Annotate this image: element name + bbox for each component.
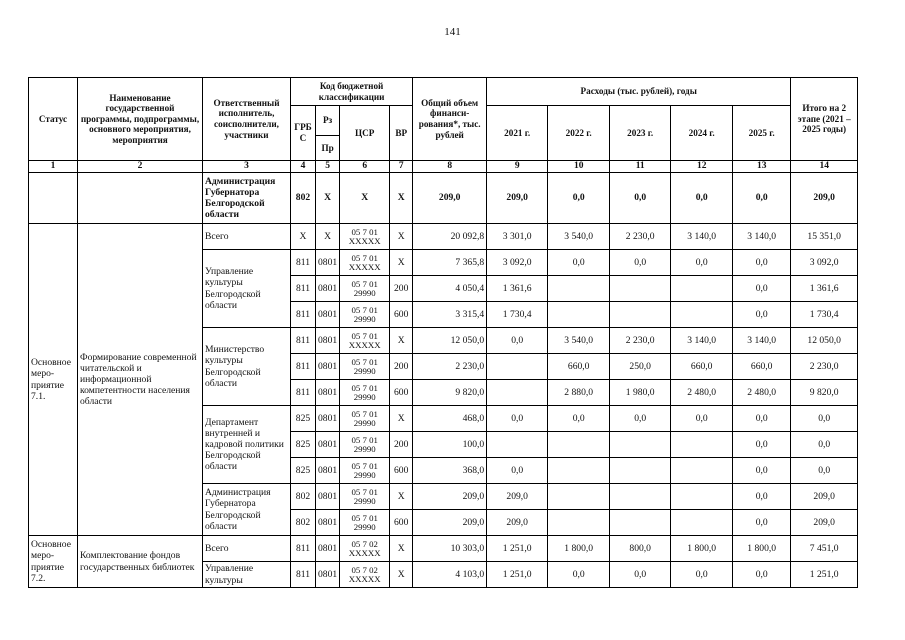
grbs-cell: 811 xyxy=(291,328,316,354)
y2025-cell: 0,0 xyxy=(733,510,791,536)
grbs-cell: 811 xyxy=(291,536,316,562)
y2023-cell: 250,0 xyxy=(610,354,671,380)
column-number: 9 xyxy=(487,161,548,173)
y2024-cell xyxy=(671,432,733,458)
y2022-cell: 660,0 xyxy=(548,354,610,380)
executor-cell: Всего xyxy=(203,224,291,250)
grbs-cell: 825 xyxy=(291,458,316,484)
total-cell: 100,0 xyxy=(413,432,487,458)
vr-cell: 600 xyxy=(390,458,413,484)
rz-cell: 0801 xyxy=(316,562,340,588)
y2022-cell: 0,0 xyxy=(548,562,610,588)
executor-cell: Департамент внутренней и кадровой политики Белгородской области xyxy=(203,406,291,484)
total-cell: 468,0 xyxy=(413,406,487,432)
rz-cell: Х xyxy=(316,224,340,250)
column-numbers-row xyxy=(29,161,858,173)
header-stage-total: Итого на 2 этапе (2021 – 2025 годы) xyxy=(791,78,858,161)
y2024-cell: 660,0 xyxy=(671,354,733,380)
y2025-cell: 0,0 xyxy=(733,276,791,302)
y2025-cell: 0,0 xyxy=(733,173,791,224)
vr-cell: 200 xyxy=(390,432,413,458)
y2021-cell: 3 301,0 xyxy=(487,224,548,250)
vr-cell: 600 xyxy=(390,510,413,536)
stage-total-cell: 209,0 xyxy=(791,510,858,536)
column-number: 14 xyxy=(791,161,858,173)
y2023-cell: 0,0 xyxy=(610,250,671,276)
executor-cell: Управление культуры xyxy=(203,562,291,588)
header-vr: ВР xyxy=(390,106,413,161)
y2022-cell xyxy=(548,458,610,484)
rz-cell: 0801 xyxy=(316,302,340,328)
total-cell: 209,0 xyxy=(413,484,487,510)
vr-cell: Х xyxy=(390,562,413,588)
header-2023: 2023 г. xyxy=(610,106,671,161)
grbs-cell: 802 xyxy=(291,484,316,510)
y2024-cell: 2 480,0 xyxy=(671,380,733,406)
y2022-cell xyxy=(548,432,610,458)
y2021-cell: 0,0 xyxy=(487,458,548,484)
vr-cell: Х xyxy=(390,250,413,276)
stage-total-cell: 209,0 xyxy=(791,173,858,224)
vr-cell: Х xyxy=(390,224,413,250)
y2024-cell xyxy=(671,276,733,302)
y2024-cell: 0,0 xyxy=(671,562,733,588)
y2023-cell: 0,0 xyxy=(610,562,671,588)
y2022-cell: 3 540,0 xyxy=(548,328,610,354)
y2022-cell: 0,0 xyxy=(548,406,610,432)
y2022-cell xyxy=(548,510,610,536)
column-number: 8 xyxy=(413,161,487,173)
stage-total-cell: 15 351,0 xyxy=(791,224,858,250)
y2021-cell: 0,0 xyxy=(487,406,548,432)
y2024-cell: 0,0 xyxy=(671,406,733,432)
y2021-cell: 209,0 xyxy=(487,484,548,510)
y2025-cell: 2 480,0 xyxy=(733,380,791,406)
csr-cell: 05 7 01 29990 xyxy=(340,432,390,458)
stage-total-cell: 7 451,0 xyxy=(791,536,858,562)
total-cell: 10 303,0 xyxy=(413,536,487,562)
table-row xyxy=(29,173,858,224)
grbs-cell: 811 xyxy=(291,276,316,302)
csr-cell: 05 7 01 ХХХХХ xyxy=(340,224,390,250)
header-2022: 2022 г. xyxy=(548,106,610,161)
y2021-cell: 1 730,4 xyxy=(487,302,548,328)
y2021-cell xyxy=(487,354,548,380)
y2023-cell xyxy=(610,276,671,302)
y2024-cell: 3 140,0 xyxy=(671,328,733,354)
vr-cell: Х xyxy=(390,536,413,562)
y2023-cell: 2 230,0 xyxy=(610,224,671,250)
stage-total-cell: 1 730,4 xyxy=(791,302,858,328)
y2022-cell xyxy=(548,276,610,302)
rz-cell: 0801 xyxy=(316,380,340,406)
y2022-cell: 1 800,0 xyxy=(548,536,610,562)
vr-cell: 200 xyxy=(390,276,413,302)
header-budget-code: Код бюджетной классификации xyxy=(291,78,413,106)
csr-cell: 05 7 01 29990 xyxy=(340,458,390,484)
status-cell: Основное меро-приятие 7.1. xyxy=(29,224,78,536)
y2025-cell: 660,0 xyxy=(733,354,791,380)
vr-cell: Х xyxy=(390,406,413,432)
total-cell: 20 092,8 xyxy=(413,224,487,250)
y2021-cell xyxy=(487,380,548,406)
grbs-cell: 802 xyxy=(291,510,316,536)
column-number: 4 xyxy=(291,161,316,173)
name-cell xyxy=(78,173,203,224)
y2022-cell: 2 880,0 xyxy=(548,380,610,406)
y2025-cell: 0,0 xyxy=(733,484,791,510)
y2023-cell: 0,0 xyxy=(610,173,671,224)
executor-cell: Министерство культуры Белгородской области xyxy=(203,328,291,406)
total-cell: 368,0 xyxy=(413,458,487,484)
rz-cell: 0801 xyxy=(316,458,340,484)
y2024-cell: 0,0 xyxy=(671,250,733,276)
total-cell: 4 103,0 xyxy=(413,562,487,588)
stage-total-cell: 12 050,0 xyxy=(791,328,858,354)
csr-cell: Х xyxy=(340,173,390,224)
y2023-cell xyxy=(610,458,671,484)
name-cell: Комплектование фондов государственных библиотек xyxy=(78,536,203,588)
y2023-cell xyxy=(610,510,671,536)
csr-cell: 05 7 01 29990 xyxy=(340,276,390,302)
y2025-cell: 0,0 xyxy=(733,302,791,328)
y2022-cell xyxy=(548,484,610,510)
column-number: 12 xyxy=(671,161,733,173)
y2024-cell: 1 800,0 xyxy=(671,536,733,562)
executor-cell: Управление культуры Белгородской области xyxy=(203,250,291,328)
rz-cell: 0801 xyxy=(316,484,340,510)
y2021-cell: 3 092,0 xyxy=(487,250,548,276)
rz-cell: 0801 xyxy=(316,536,340,562)
y2023-cell xyxy=(610,484,671,510)
grbs-cell: 811 xyxy=(291,354,316,380)
header-2024: 2024 г. xyxy=(671,106,733,161)
csr-cell: 05 7 01 29990 xyxy=(340,484,390,510)
y2021-cell: 1 361,6 xyxy=(487,276,548,302)
grbs-cell: 825 xyxy=(291,406,316,432)
rz-cell: 0801 xyxy=(316,406,340,432)
grbs-cell: 802 xyxy=(291,173,316,224)
column-number: 3 xyxy=(203,161,291,173)
column-number: 10 xyxy=(548,161,610,173)
header-status: Статус xyxy=(29,78,78,161)
rz-cell: Х xyxy=(316,173,340,224)
stage-total-cell: 9 820,0 xyxy=(791,380,858,406)
y2023-cell: 2 230,0 xyxy=(610,328,671,354)
y2024-cell xyxy=(671,510,733,536)
total-cell: 9 820,0 xyxy=(413,380,487,406)
y2025-cell: 1 800,0 xyxy=(733,536,791,562)
stage-total-cell: 1 361,6 xyxy=(791,276,858,302)
header-2025: 2025 г. xyxy=(733,106,791,161)
y2025-cell: 0,0 xyxy=(733,458,791,484)
y2021-cell: 0,0 xyxy=(487,328,548,354)
y2023-cell: 800,0 xyxy=(610,536,671,562)
grbs-cell: 811 xyxy=(291,302,316,328)
grbs-cell: Х xyxy=(291,224,316,250)
executor-cell: Всего xyxy=(203,536,291,562)
column-number: 6 xyxy=(340,161,390,173)
y2024-cell: 0,0 xyxy=(671,173,733,224)
y2022-cell: 0,0 xyxy=(548,250,610,276)
vr-cell: Х xyxy=(390,173,413,224)
total-cell: 7 365,8 xyxy=(413,250,487,276)
y2021-cell: 1 251,0 xyxy=(487,536,548,562)
rz-cell: 0801 xyxy=(316,354,340,380)
column-number: 2 xyxy=(78,161,203,173)
csr-cell: 05 7 01 29990 xyxy=(340,510,390,536)
stage-total-cell: 3 092,0 xyxy=(791,250,858,276)
y2025-cell: 3 140,0 xyxy=(733,328,791,354)
y2024-cell: 3 140,0 xyxy=(671,224,733,250)
stage-total-cell: 0,0 xyxy=(791,406,858,432)
rz-cell: 0801 xyxy=(316,276,340,302)
executor-cell: Администрация Губернатора Белгородской области xyxy=(203,484,291,536)
y2025-cell: 0,0 xyxy=(733,432,791,458)
header-expenses: Расходы (тыс. рублей), годы xyxy=(487,78,791,106)
column-number: 5 xyxy=(316,161,340,173)
total-cell: 209,0 xyxy=(413,173,487,224)
total-cell: 209,0 xyxy=(413,510,487,536)
executor-cell: Администрация Губернатора Белгородской области xyxy=(203,173,291,224)
vr-cell: 200 xyxy=(390,354,413,380)
status-cell xyxy=(29,173,78,224)
page-number: 141 xyxy=(444,26,461,38)
header-executor: Ответственный исполнитель, соисполнители, участники xyxy=(203,78,291,161)
stage-total-cell: 2 230,0 xyxy=(791,354,858,380)
y2025-cell: 0,0 xyxy=(733,250,791,276)
table-row xyxy=(29,224,858,250)
y2025-cell: 0,0 xyxy=(733,406,791,432)
total-cell: 12 050,0 xyxy=(413,328,487,354)
csr-cell: 05 7 01 29990 xyxy=(340,380,390,406)
header-rz: Рз xyxy=(316,106,340,136)
total-cell: 2 230,0 xyxy=(413,354,487,380)
csr-cell: 05 7 01 29990 xyxy=(340,354,390,380)
vr-cell: 600 xyxy=(390,380,413,406)
vr-cell: Х xyxy=(390,328,413,354)
grbs-cell: 811 xyxy=(291,250,316,276)
total-cell: 4 050,4 xyxy=(413,276,487,302)
csr-cell: 05 7 02 ХХХХХ xyxy=(340,562,390,588)
y2023-cell xyxy=(610,432,671,458)
y2022-cell: 3 540,0 xyxy=(548,224,610,250)
y2024-cell xyxy=(671,458,733,484)
csr-cell: 05 7 01 29990 xyxy=(340,302,390,328)
y2021-cell: 1 251,0 xyxy=(487,562,548,588)
rz-cell: 0801 xyxy=(316,510,340,536)
header-pr: Пр xyxy=(316,136,340,161)
rz-cell: 0801 xyxy=(316,328,340,354)
rz-cell: 0801 xyxy=(316,250,340,276)
y2022-cell xyxy=(548,302,610,328)
header-grbs: ГРБ С xyxy=(291,106,316,161)
budget-table xyxy=(28,77,858,588)
y2025-cell: 0,0 xyxy=(733,562,791,588)
stage-total-cell: 1 251,0 xyxy=(791,562,858,588)
y2023-cell: 1 980,0 xyxy=(610,380,671,406)
y2022-cell: 0,0 xyxy=(548,173,610,224)
column-number: 13 xyxy=(733,161,791,173)
header-total-financing: Общий объем финанси-рования*, тыс. рублей xyxy=(413,78,487,161)
status-cell: Основное меро-приятие 7.2. xyxy=(29,536,78,588)
total-cell: 3 315,4 xyxy=(413,302,487,328)
grbs-cell: 825 xyxy=(291,432,316,458)
y2024-cell xyxy=(671,484,733,510)
header-csr: ЦСР xyxy=(340,106,390,161)
rz-cell: 0801 xyxy=(316,432,340,458)
column-number: 7 xyxy=(390,161,413,173)
stage-total-cell: 209,0 xyxy=(791,484,858,510)
y2021-cell: 209,0 xyxy=(487,510,548,536)
csr-cell: 05 7 02 ХХХХХ xyxy=(340,536,390,562)
header-name: Наименование государственной программы, подпрограммы, основного мероприятия, мероприятия xyxy=(78,78,203,161)
column-number: 1 xyxy=(29,161,78,173)
grbs-cell: 811 xyxy=(291,380,316,406)
csr-cell: 05 7 01 ХХХХХ xyxy=(340,328,390,354)
name-cell: Формирование современной читательской и информационной компетентности населения области xyxy=(78,224,203,536)
grbs-cell: 811 xyxy=(291,562,316,588)
stage-total-cell: 0,0 xyxy=(791,458,858,484)
table-row xyxy=(29,536,858,562)
column-number: 11 xyxy=(610,161,671,173)
y2021-cell: 209,0 xyxy=(487,173,548,224)
y2024-cell xyxy=(671,302,733,328)
y2023-cell xyxy=(610,302,671,328)
y2023-cell: 0,0 xyxy=(610,406,671,432)
csr-cell: 05 7 01 ХХХХХ xyxy=(340,250,390,276)
csr-cell: 05 7 01 29990 xyxy=(340,406,390,432)
stage-total-cell: 0,0 xyxy=(791,432,858,458)
vr-cell: Х xyxy=(390,484,413,510)
y2025-cell: 3 140,0 xyxy=(733,224,791,250)
y2021-cell xyxy=(487,432,548,458)
header-2021: 2021 г. xyxy=(487,106,548,161)
vr-cell: 600 xyxy=(390,302,413,328)
